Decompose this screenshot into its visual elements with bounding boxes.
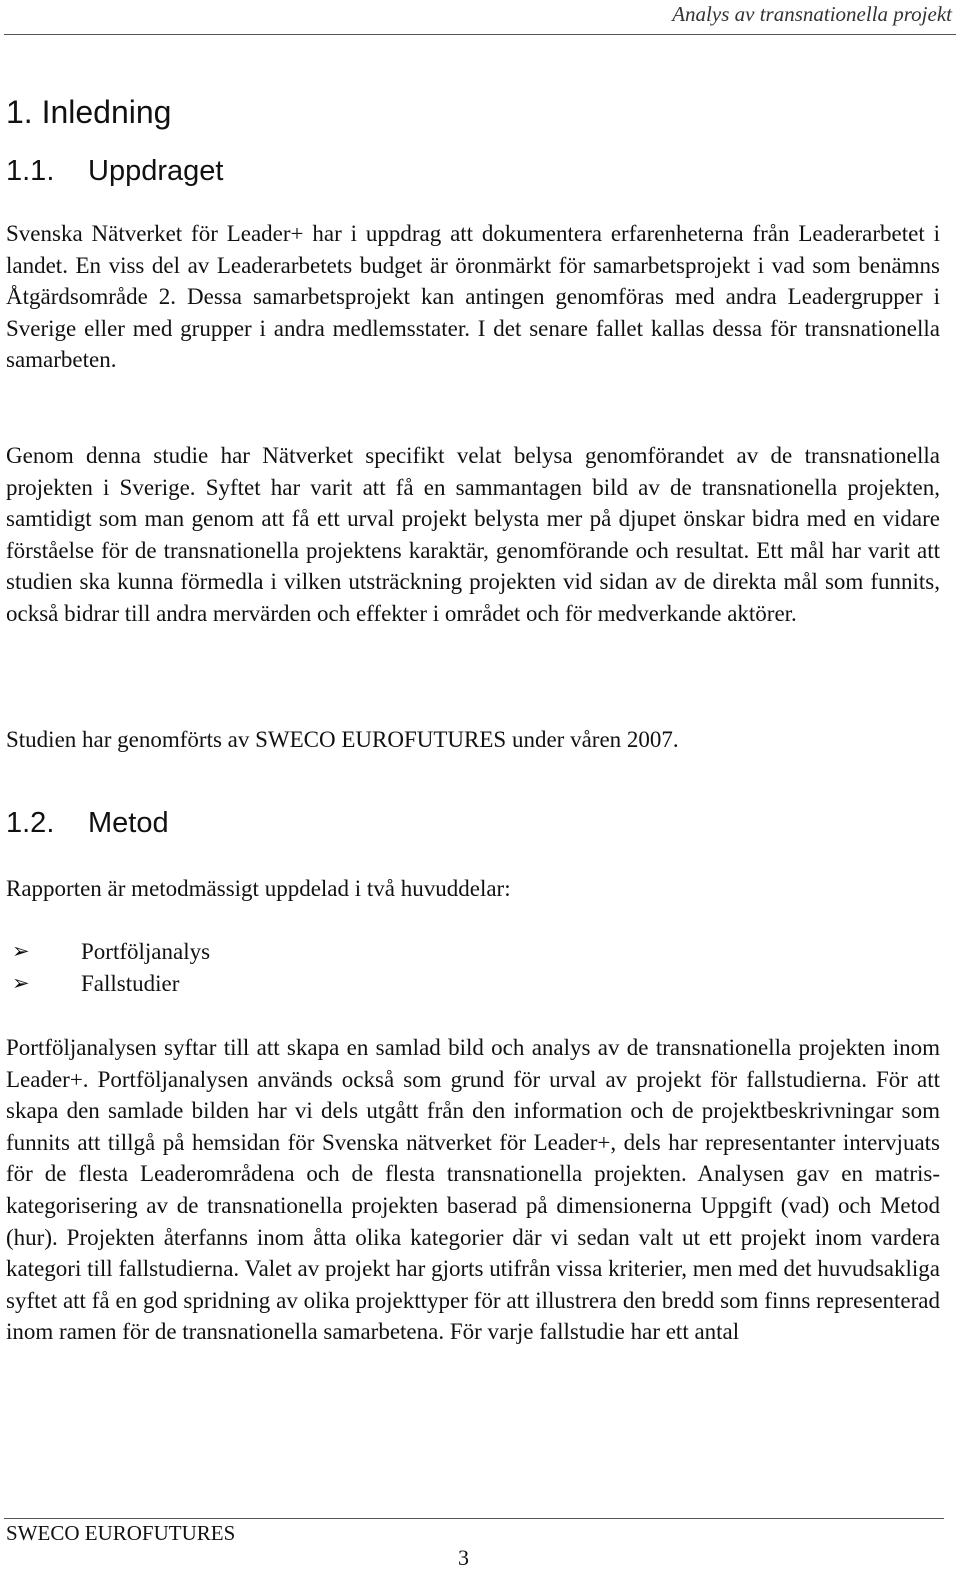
method-bullet-list xyxy=(6,936,210,999)
subsection-heading-uppdraget xyxy=(6,155,223,188)
paragraph-syfte: Genom denna studie har Nätverket specifikt velat belysa genomförandet av de transnationella projekten i Sverige. Syftet har varit att få en sammantagen bild av de transnationella projekten, samtidigt som man genom att få ett urval projekt belysta mer på djupet önskar bidra med en vidare förståelse för de transnationella projektens karaktär, genomförande och resultat. Ett mål har varit att studien ska kunna förmedla i vilken utsträckning projekten vid sidan av de direkta mål som funnits, också bidrar till andra mervärden och effekter i området och för medverkande aktörer. xyxy=(6,443,940,626)
section-heading-inledning xyxy=(6,94,171,131)
list-item-label: Fallstudier xyxy=(81,970,180,996)
subsection-title: Metod xyxy=(88,807,169,839)
subsection-heading-metod xyxy=(6,807,169,840)
section-number: 1. xyxy=(6,94,33,130)
running-header: Analys av transnationella projekt xyxy=(672,2,952,26)
section-title: Inledning xyxy=(41,94,172,130)
arrowhead-bullet-icon: ➢ xyxy=(12,939,30,963)
paragraph-portfoljanalys: Portföljanalysen syftar till att skapa en samlad bild och analys av de transnationella projekten inom Leader+. Portföljanalysen används också som grund för urval av projekt för fallstudierna. För att skapa den samlade bilden har vi dels utgått från den information och de projektbeskrivningar som funnits att tillgå på hemsidan för Svenska nätverket för Leader+, dels har representanter intervjuats för de flesta Leaderområdena och de flesta transnationella projekten. Analysen gav en matriskategorisering av de transnationella projekten baserad på dimensionerna Uppgift (vad) och Metod (hur). Projekten återfanns inom åtta olika kategorier där vi sedan valt ut ett projekt inom vardera kategori till fallstudierna. Valet av projekt har gjorts utifrån vissa kriterier, men med det huvudsakliga syftet att få en god spridning av olika projekttyper för att illustrera den bredd som finns representerad inom ramen för de transnationella samarbetena. För varje fallstudie har ett antal xyxy=(6,1035,940,1345)
arrowhead-bullet-icon: ➢ xyxy=(12,970,30,995)
subsection-title: Uppdraget xyxy=(88,155,224,187)
list-item xyxy=(6,936,210,968)
list-item xyxy=(6,968,210,1000)
header-divider xyxy=(4,34,956,35)
paragraph-uppdrag: Svenska Nätverket för Leader+ har i uppdrag att dokumentera erfarenheterna från Leaderarbetet i landet. En viss del av Leaderarbetets budget är öronmärkt för samarbetsprojekt i vad som benämns Åtgärdsområde 2. Dessa samarbetsprojekt kan antingen genomföras med andra Leadergrupper i Sverige eller med grupper i andra medlemsstater. I det senare fallet kallas dessa för transnationella samarbeten. xyxy=(6,221,940,373)
paragraph-genomforande: Studien har genomförts av SWECO EUROFUTURES under våren 2007. xyxy=(6,727,679,752)
footer-company-name: SWECO EUROFUTURES xyxy=(6,1521,236,1545)
page-number: 3 xyxy=(458,1545,469,1570)
list-item-label: Portföljanalys xyxy=(81,939,211,964)
paragraph-metod-intro: Rapporten är metodmässigt uppdelad i två huvuddelar: xyxy=(6,876,511,901)
footer-divider xyxy=(4,1518,944,1519)
subsection-number: 1.1. xyxy=(6,155,55,187)
subsection-number: 1.2. xyxy=(6,807,55,839)
